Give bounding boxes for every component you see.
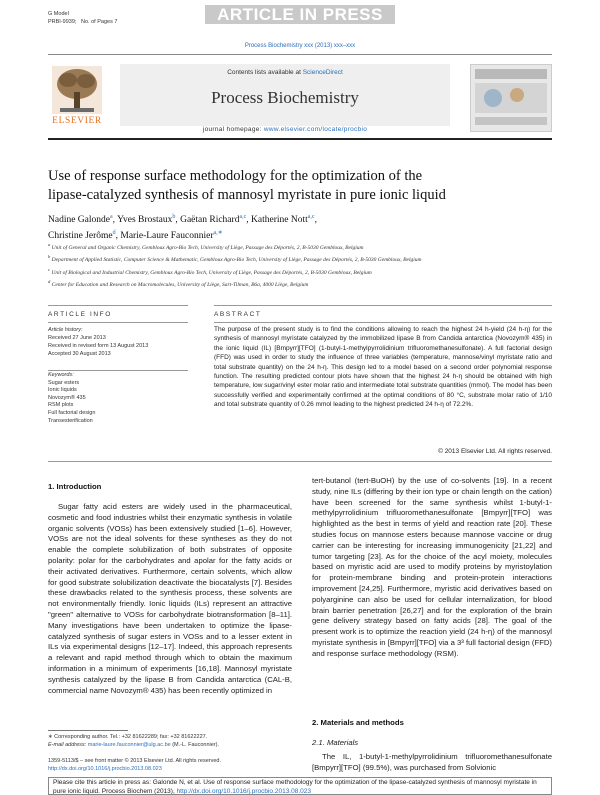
elsevier-logo	[48, 64, 106, 130]
author-affil-sup[interactable]: a,c	[307, 214, 315, 220]
author[interactable]: Yves Brostaux	[117, 215, 173, 226]
article-title: Use of response surface methodology for the optimization of the lipase-catalyzed synthesis of mannosyl myristate in pure ionic liquid	[48, 168, 446, 203]
keyword: Ionic liquids	[48, 387, 77, 394]
affiliation: $^c$ Unit of Biological and Industrial Chemistry, Gembloux Agro-Bio Tech, University of Liège, Passage des Déportés, 2, B-5030 Gembloux, Belgium	[48, 266, 372, 276]
body-right-column	[312, 476, 552, 660]
email-note: E-mail address: marie-laure.fauconnier@ulg.ac.be (M.-L. Fauconnier).	[48, 742, 219, 748]
meta-model: G Model	[48, 11, 69, 17]
article-info-rule	[48, 305, 188, 306]
history-item: Accepted 30 August 2013	[48, 351, 111, 357]
section-heading: 1. Introduction	[48, 482, 102, 491]
author[interactable]: Marie-Laure Fauconnier	[120, 231, 214, 242]
citation-box	[48, 777, 552, 795]
author[interactable]: Christine Jerôme	[48, 231, 113, 242]
article-info-rule	[48, 322, 188, 323]
doi-link[interactable]: http://dx.doi.org/10.1016/j.procbio.2013.08.023	[48, 766, 162, 772]
footnotes	[48, 733, 292, 749]
article-history: Article history: Received 27 June 2013 Received in revised form 13 August 2013 Accepted 30 August 2013	[48, 326, 198, 358]
keywords-rule	[48, 370, 188, 371]
author-affil-sup[interactable]: a	[110, 214, 113, 220]
history-item: Received 27 June 2013	[48, 335, 106, 341]
section-heading: 2. Materials and methods	[312, 718, 404, 727]
keywords: Keywords: Sugar esters Ionic liquids Novozym® 435 RSM plots Full factorial design Transesterification	[48, 372, 198, 425]
article-info-header: ARTICLE INFO	[48, 311, 112, 318]
abstract-copyright: © 2013 Elsevier Ltd. All rights reserved.	[438, 448, 552, 455]
author-affil-sup[interactable]: b	[172, 214, 176, 220]
article-in-press-banner: ARTICLE IN PRESS	[205, 5, 395, 24]
elsevier-wordmark: ELSEVIER	[52, 116, 102, 126]
issn-line: 1359-5113/$ – see front matter © 2013 Elsevier Ltd. All rights reserved.	[48, 758, 222, 764]
author-affil-sup[interactable]: a,c	[239, 214, 247, 220]
contents-line: Contents lists available at ScienceDirect	[227, 69, 343, 76]
journal-cover-thumbnail	[470, 64, 552, 132]
author-affil-sup[interactable]: d	[112, 230, 116, 237]
author[interactable]: Nadine Galonde	[48, 215, 110, 226]
citation-text: Please cite this article in press as: Galonde N, et al. Use of response surface methodology for the optimization of the lipase-catalyzed synthesis of mannosyl myristate in pure ionic liquid. Process Biochem (2013),	[53, 779, 537, 795]
sciencedirect-link[interactable]: ScienceDirect	[302, 69, 343, 76]
header-bottom-rule	[48, 138, 552, 140]
homepage-link[interactable]: www.elsevier.com/locate/procbio	[263, 126, 368, 133]
body-paragraph: Sugar fatty acid esters are widely used in the pharmaceutical, cosmetic and food industries whilst their enzymatic synthesis in volatile organic solvents (VOSs) has been extensively studied [1–6]. However, VOSs are not the ideal solvents for these syntheses as they do not enable the complete solubilization of both substrates of opposite polarity: polar for the carbohydrates and apolar for the fatty acids or their activated derivatives. Furthermore, certain solvents, which allow for good substrate solubilization deactivate the biocatalysts [7]. Besides these drawbacks related to the synthesis process, these solvents are not environmentally friendly. Ionic liquids (ILs) represent an attractive "green" alternative to VOSs for carbohydrate biotransformation [8–11]. Many investigations have been undertaken to optimize the lipase-catalyzed synthesis of sugar esters in VOSs and to a lesser extent in ILs via experimental designs [12–17]. Indeed, this approach represents a relevant and rapid method through which to obtain the maximum information in a minimum of experiments [16,18]. Mannosyl myristate synthesis catalyzed by the lipase B from Candida antarctica (CAL-B, commercial name Novozym® 435) has been recently optimized in	[48, 502, 292, 695]
abstract-rule	[214, 322, 552, 323]
article-meta	[48, 10, 117, 26]
affiliation: $^b$ Department of Applied Statistic, Computer Science & Mathematic, Gembloux Agro-Bio Tech, University of Liège, Passage des Déportés, 2, B-5030 Gembloux, Belgium	[48, 254, 422, 264]
keyword: Full factorial design	[48, 409, 96, 416]
subsection-heading: 2.1. Materials	[312, 738, 359, 747]
body-left-column	[48, 502, 292, 696]
keyword: Transesterification	[48, 417, 93, 424]
keyword: Sugar esters	[48, 379, 80, 386]
author-affil-sup[interactable]: a,∗	[213, 230, 223, 237]
email-link[interactable]: marie-laure.fauconnier@ulg.ac.be	[87, 742, 171, 748]
body-paragraph: tert-butanol (tert-BuOH) by the use of co-solvents [19]. In a recent study, nine ILs (differing by their ion type or chain length on the cation) have been screened for the same synthesis whilst 1-butyl-1-methylpyrrolidinium trifluoromethanesulfonate [Bmpyrr][TFO] was highlighted as the best in terms of yield and reaction rate [20]. These studies focus on mannose esters because mannose vaccine or drug carrier can be interesting for increasing immunogenicity [21,22] and tumor targeting [23]. As for the choice of the acyl moiety, molecules based on myristic acid are used to modify proteins by myristoylation for protein-membrane binding and protein-protein interactions improvement [24,25]. Furthermore, myristic acid derivatives based on polyarginine can also be used for cellular internalization, for blood brain barrier penetration [26,27] and for the exploration of the brain gene delivery strategy based on fatty acids [28]. The goal of the present work is to optimize the reaction yield (24 h-η) of the mannosyl myristate synthesis in [Bmpyrr][TFO] via a 3³ full factorial design (FFD) and response surface methodology (RSM).	[312, 476, 552, 658]
meta-id: PRBI-9939; No. of Pages 7	[48, 19, 118, 25]
footnote-rule	[48, 730, 128, 731]
header-top-rule	[48, 54, 552, 55]
corresponding-author-note: ∗ Corresponding author. Tel.: +32 81622289; fax: +32 81622227.	[48, 734, 208, 740]
journal-title: Process Biochemistry	[211, 88, 359, 107]
cover-image-icon	[471, 65, 551, 131]
citation-doi-link[interactable]: http://dx.doi.org/10.1016/j.procbio.2013.08.023	[176, 787, 311, 795]
abstract-header: ABSTRACT	[214, 311, 262, 318]
journal-homepage: journal homepage: www.elsevier.com/locate/procbio	[202, 126, 368, 133]
author-list: Nadine Galonde$^a$, Yves Brostaux$^b$, Gaëtan Richard$^{a,c}$, Katherine Nott$^{a,c}$, Christine Jerôme$^d$, Marie-Laure Fauconnier$^{a,∗}$	[48, 214, 317, 242]
journal-reference[interactable]: Process Biochemistry xxx (2013) xxx–xxx	[244, 43, 356, 49]
affiliation-list	[48, 241, 552, 290]
issn-block	[48, 757, 292, 773]
author[interactable]: Katherine Nott	[251, 215, 308, 226]
affiliation: $^d$ Center for Education and Research on Macromolecules, University of Liège, Sart-Tilman, B6a, 4000 Liège, Belgium	[48, 278, 309, 288]
history-item: Received in revised form 13 August 2013	[48, 343, 149, 349]
author[interactable]: Gaëtan Richard	[180, 215, 240, 226]
keyword: Novozym® 435	[48, 394, 86, 401]
body-paragraph: The IL, 1-butyl-1-methylpyrrolidinium trifluoromethanesulfonate [Bmpyrr][TFO] (99.5%), was purchased from Solvionic	[312, 752, 552, 772]
abstract-bottom-rule	[48, 461, 552, 462]
abstract-text: The purpose of the present study is to find the conditions allowing to reach the highest 24 h-yield (24 h-η) for the synthesis of mannosyl myristate catalyzed by the immobilized lipase B from Candida antarctica (Novozym® 435) in the ionic liquid (IL) [Bmpyrr][TFO] (1-butyl-1-methylpyrrolidinium trifluoromethanesulfonate). A full factorial design (FFD) was used in order to study the influence of three variables (temperature, mannose/vinyl myristate ratio and total substrate quantity) on the 24 h-η. This design led to a model based on a second order polynomial response function. The resulting predicted contour plots have shown that the highest 24 h-η should be obtained with high temperature, low sugar/vinyl ester molar ratio and intermediate total substrate quantities (mmol). The model has been successfully verified and experimentally confirmed at the optimal conditions of 80 °C, substrate molar ratio of 1/10 and total substrate quantity of 0.26 mmol leading to the highest predicted 24 h-η of 72.2%.	[214, 326, 552, 409]
abstract-rule	[214, 305, 552, 306]
affiliation: $^a$ Unit of General and Organic Chemistry, Gembloux Agro-Bio Tech, University of Liège, Passage des Déportés, 2, B-5030 Gembloux, Belgium	[48, 242, 364, 251]
keyword: RSM plots	[48, 402, 74, 409]
